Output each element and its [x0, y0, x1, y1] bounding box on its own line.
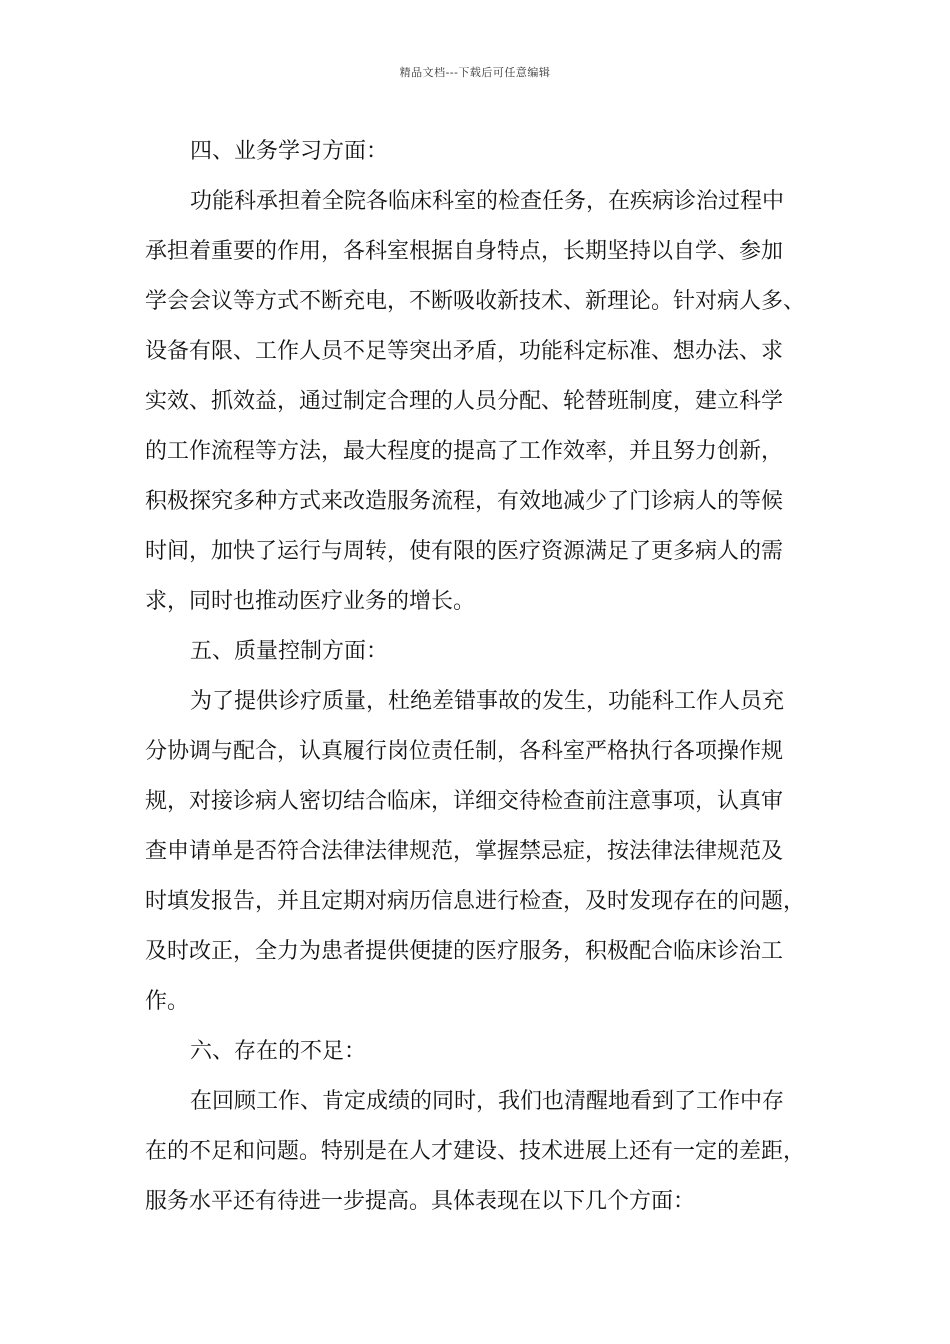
paragraph-line: 实效、抓效益，通过制定合理的人员分配、轮替班制度，建立科学: [145, 389, 784, 414]
paragraph-line: 时间，加快了运行与周转，使有限的医疗资源满足了更多病人的需: [145, 539, 784, 564]
paragraph-line: 时填发报告，并且定期对病历信息进行检查，及时发现存在的问题，: [145, 889, 806, 914]
page-header: 精品文档---下载后可任意编辑: [399, 66, 551, 79]
paragraph-line: 规，对接诊病人密切结合临床，详细交待检查前注意事项，认真审: [145, 789, 784, 814]
paragraph-line: 为了提供诊疗质量，杜绝差错事故的发生，功能科工作人员充: [190, 689, 785, 714]
paragraph: [145, 177, 831, 627]
paragraph-line: 的工作流程等方法，最大程度的提高了工作效率，并且努力创新，: [145, 439, 784, 464]
paragraph-line: 承担着重要的作用，各科室根据自身特点，长期坚持以自学、参加: [145, 239, 784, 264]
paragraph: [145, 677, 831, 1027]
paragraph-line: 查申请单是否符合法律法律规范，掌握禁忌症，按法律法律规范及: [145, 839, 784, 864]
paragraph-line: 在回顾工作、肯定成绩的同时，我们也清醒地看到了工作中存: [190, 1089, 785, 1114]
paragraph-line: 功能科承担着全院各临床科室的检查任务，在疾病诊治过程中: [190, 189, 785, 214]
section-heading: 五、质量控制方面：: [190, 639, 389, 664]
paragraph-line: 求，同时也推动医疗业务的增长。: [145, 589, 476, 614]
paragraph-line: 作。: [145, 989, 190, 1014]
section-heading: 四、业务学习方面：: [190, 139, 389, 164]
paragraph-line: 设备有限、工作人员不足等突出矛盾，功能科定标准、想办法、求: [145, 339, 784, 364]
document-body: [145, 127, 831, 1227]
paragraph-line: 服务水平还有待进一步提高。具体表现在以下几个方面：: [145, 1189, 696, 1214]
paragraph-line: 在的不足和问题。特别是在人才建设、技术进展上还有一定的差距，: [145, 1139, 806, 1164]
section-heading: 六、存在的不足：: [190, 1039, 367, 1064]
paragraph-line: 积极探究多种方式来改造服务流程，有效地减少了门诊病人的等候: [145, 489, 784, 514]
paragraph-line: 分协调与配合，认真履行岗位责任制，各科室严格执行各项操作规: [145, 739, 784, 764]
paragraph-line: 学会会议等方式不断充电，不断吸收新技术、新理论。针对病人多、: [145, 289, 806, 314]
paragraph: [145, 1077, 831, 1227]
paragraph-line: 及时改正，全力为患者提供便捷的医疗服务，积极配合临床诊治工: [145, 939, 784, 964]
